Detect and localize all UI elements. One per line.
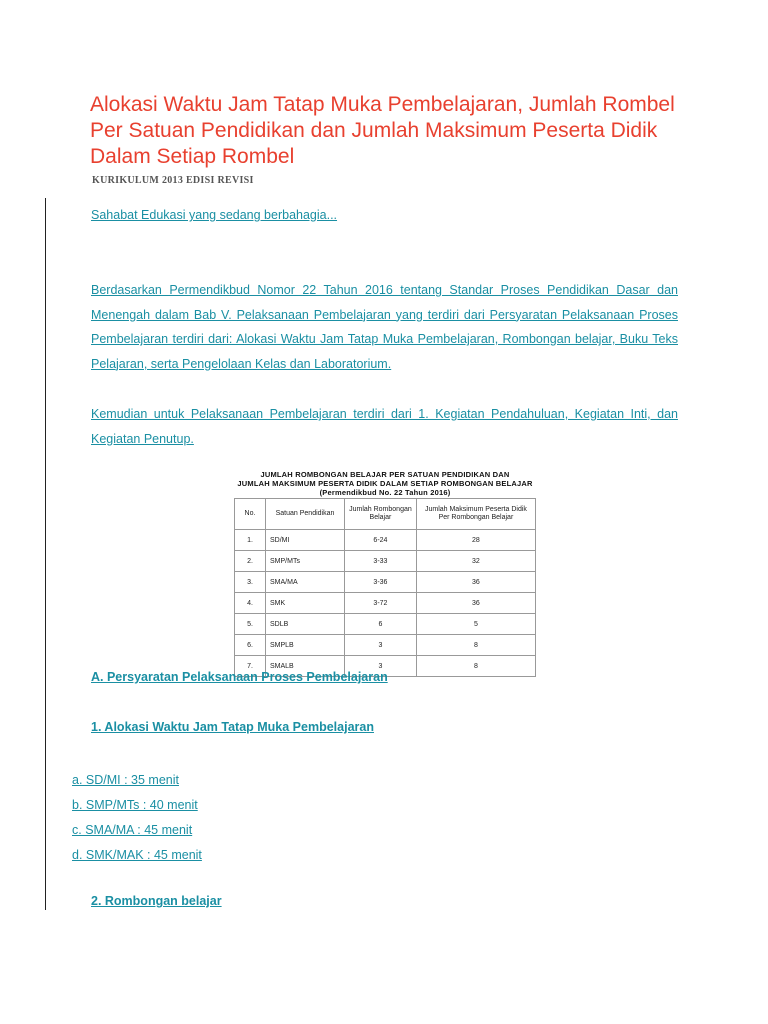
- table-cell-no: 3.: [235, 572, 266, 593]
- table-header-no: No.: [235, 499, 266, 530]
- table-row: [235, 593, 536, 614]
- table-cell-no: 6.: [235, 635, 266, 656]
- greeting-text[interactable]: Sahabat Edukasi yang sedang berbahagia...: [91, 208, 338, 222]
- section-1-heading[interactable]: 1. Alokasi Waktu Jam Tatap Muka Pembelajaran: [91, 720, 374, 734]
- table-cell-maksimum: 28: [416, 530, 535, 551]
- table-cell-rombongan: 6: [345, 614, 417, 635]
- table-cell-satuan: SMK: [266, 593, 345, 614]
- table-cell-no: 7.: [235, 656, 266, 677]
- left-margin-line: [45, 198, 46, 910]
- list-item[interactable]: b. SMP/MTs : 40 menit: [72, 798, 198, 812]
- table-cell-maksimum: 36: [416, 572, 535, 593]
- table-cell-maksimum: 36: [416, 593, 535, 614]
- rombel-table-image: [234, 470, 536, 677]
- table-cell-rombongan: 3: [345, 635, 417, 656]
- section-a-heading[interactable]: A. Persyaratan Pelaksanaan Proses Pembelajaran: [91, 670, 388, 684]
- table-cell-rombongan: 3: [345, 656, 417, 677]
- list-item[interactable]: c. SMA/MA : 45 menit: [72, 823, 193, 837]
- table-caption: JUMLAH ROMBONGAN BELAJAR PER SATUAN PENDIDIKAN DAN JUMLAH MAKSIMUM PESERTA DIDIK DALAM SETIAP ROMBONGAN BELAJAR (Permendikbud No. 22 Tahun 2016): [237, 470, 533, 497]
- second-paragraph[interactable]: Kemudian untuk Pelaksanaan Pembelajaran terdiri dari 1. Kegiatan Pendahuluan, Kegiatan Inti, dan Kegiatan Penutup.: [91, 407, 678, 446]
- section-2-heading[interactable]: 2. Rombongan belajar: [91, 894, 222, 908]
- list-item[interactable]: a. SD/MI : 35 menit: [72, 773, 179, 787]
- table-header-rombongan: Jumlah Rombongan Belajar: [345, 499, 417, 530]
- table-cell-rombongan: 3-36: [345, 572, 417, 593]
- category-label[interactable]: KURIKULUM 2013 EDISI REVISI: [92, 175, 254, 186]
- table-header-satuan: Satuan Pendidikan: [266, 499, 345, 530]
- intro-paragraph[interactable]: Berdasarkan Permendikbud Nomor 22 Tahun 2016 tentang Standar Proses Pendidikan Dasar dan Menengah dalam Bab V. Pelaksanaan Pembelajaran yang terdiri dari Persyaratan Pelaksanaan Proses Pembelajaran terdiri dari: Alokasi Waktu Jam Tatap Muka Pembelajaran, Rombongan belajar, Buku Teks Pelajaran, serta Pengelolaan Kelas dan Laboratorium.: [91, 283, 678, 371]
- table-cell-rombongan: 3-72: [345, 593, 417, 614]
- list-item[interactable]: d. SMK/MAK : 45 menit: [72, 848, 202, 862]
- table-cell-satuan: SMP/MTs: [266, 551, 345, 572]
- table-header-maksimum: Jumlah Maksimum Peserta Didik Per Rombongan Belajar: [416, 499, 535, 530]
- table-cell-rombongan: 3-33: [345, 551, 417, 572]
- page-title: Alokasi Waktu Jam Tatap Muka Pembelajaran, Jumlah Rombel Per Satuan Pendidikan dan Jumlah Maksimum Peserta Didik Dalam Setiap Rombel: [90, 93, 675, 168]
- table-cell-maksimum: 8: [416, 635, 535, 656]
- table-cell-satuan: SDLB: [266, 614, 345, 635]
- table-cell-no: 4.: [235, 593, 266, 614]
- table-cell-satuan: SMA/MA: [266, 572, 345, 593]
- table-row: [235, 551, 536, 572]
- table-cell-maksimum: 32: [416, 551, 535, 572]
- table-cell-satuan: SD/MI: [266, 530, 345, 551]
- rombel-table: [234, 498, 536, 677]
- table-cell-satuan: SMALB: [266, 656, 345, 677]
- table-cell-rombongan: 6-24: [345, 530, 417, 551]
- table-cell-no: 1.: [235, 530, 266, 551]
- table-cell-maksimum: 5: [416, 614, 535, 635]
- time-allocation-list: [72, 768, 202, 868]
- table-cell-satuan: SMPLB: [266, 635, 345, 656]
- table-cell-no: 2.: [235, 551, 266, 572]
- table-cell-maksimum: 8: [416, 656, 535, 677]
- table-cell-no: 5.: [235, 614, 266, 635]
- table-row: [235, 635, 536, 656]
- table-row: [235, 614, 536, 635]
- table-row: [235, 572, 536, 593]
- table-row: [235, 530, 536, 551]
